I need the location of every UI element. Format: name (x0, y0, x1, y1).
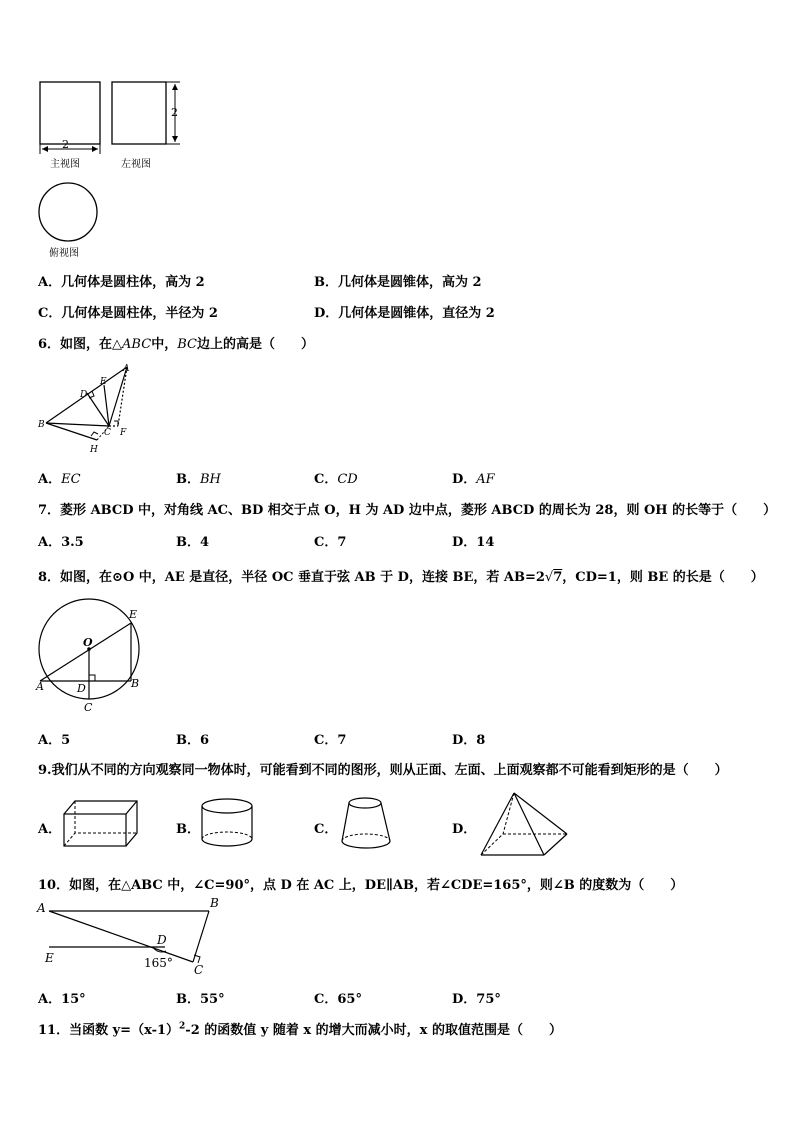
q7-stem: 7．菱形 ABCD 中，对角线 AC、BD 相交于点 O，H 为 AD 边中点，菱形 ABCD 的周长为 28，则 OH 的长等于（ ） (38, 503, 777, 518)
q10-angle-label: 165° (144, 956, 173, 970)
q7-option-a[interactable]: A．3.5 (38, 535, 84, 550)
q6-label-h: H (90, 445, 98, 455)
q8-option-c[interactable]: C．7 (314, 733, 347, 748)
q6-label-e: E (100, 377, 107, 387)
q5-option-a[interactable]: A．几何体是圆柱体，高为 2 (38, 275, 205, 290)
q10-label-b: B (210, 896, 219, 910)
q6-option-d[interactable]: D．AF (452, 472, 495, 487)
q10-triangle-figure (0, 0, 240, 980)
front-dimension-label: 2 (62, 138, 69, 151)
q10-label-c: C (194, 963, 204, 977)
q8-label-d: D (77, 682, 86, 695)
q9-option-c[interactable]: C． (314, 822, 338, 837)
q10-option-c[interactable]: C．65° (314, 992, 362, 1007)
q9-stem: 9.我们从不同的方向观察同一物体时，可能看到不同的图形，则从正面、左面、上面观察都不可能看到矩形的是（ ） (38, 763, 728, 778)
q8-label-c: C (84, 701, 93, 714)
q5-option-b[interactable]: B．几何体是圆锥体，高为 2 (314, 275, 482, 290)
q10-label-d: D (157, 933, 167, 947)
q7-option-b[interactable]: B．4 (176, 535, 210, 550)
q7-option-c[interactable]: C．7 (314, 535, 347, 550)
q8-label-e: E (129, 608, 138, 621)
q6-label-b: B (38, 420, 45, 430)
q6-label-d: D (80, 390, 88, 400)
front-view-caption: 主视图 (50, 159, 80, 170)
q10-stem: 10．如图，在△ABC 中，∠C=90°，点 D 在 AC 上，DE∥AB，若∠CDE=165°，则∠B 的度数为（ ） (38, 878, 684, 893)
q6-label-c: C (104, 428, 111, 438)
q5-option-c[interactable]: C．几何体是圆柱体，半径为 2 (38, 306, 218, 321)
q8-label-b: B (131, 677, 140, 690)
q6-label-a: A (123, 364, 130, 374)
q6-option-a[interactable]: A．EC (38, 472, 81, 487)
q8-label-o: O (83, 636, 93, 649)
q10-label-a: A (37, 901, 46, 915)
sqrt-sign: √ (544, 570, 554, 585)
q6-stem: 6．如图，在△ABC中，BC边上的高是（ ） (38, 337, 314, 352)
q5-option-d[interactable]: D．几何体是圆锥体，直径为 2 (314, 306, 495, 321)
q8-label-a: A (36, 680, 44, 693)
q9-option-b[interactable]: B． (176, 822, 200, 837)
q6-option-b[interactable]: B．BH (176, 472, 221, 487)
side-dimension-label: 2 (171, 106, 178, 119)
q10-option-a[interactable]: A．15° (38, 992, 86, 1007)
q10-label-e: E (45, 951, 54, 965)
q7-option-d[interactable]: D．14 (452, 535, 495, 550)
q8-option-d[interactable]: D．8 (452, 733, 486, 748)
q8-option-a[interactable]: A．5 (38, 733, 71, 748)
side-view-caption: 左视图 (121, 159, 151, 170)
q8-stem: 8．如图，在⊙O 中，AE 是直径，半径 OC 垂直于弦 AB 于 D，连接 BE，若 AB=2√7，CD=1，则 BE 的长是（ ） (38, 570, 764, 585)
top-view-caption: 俯视图 (49, 248, 79, 259)
q6-label-f: F (120, 428, 127, 438)
q11-stem: 11．当函数 $y=(x-1)^2-2$ 的函数值 y 随着 x 的增大而减小时，x 的取值范围是（ ） (38, 1021, 562, 1038)
q9-option-d[interactable]: D． (452, 822, 477, 837)
q6-option-c[interactable]: C．CD (314, 472, 358, 487)
q8-option-b[interactable]: B．6 (176, 733, 210, 748)
q10-option-d[interactable]: D．75° (452, 992, 501, 1007)
q9-option-a[interactable]: A． (38, 822, 62, 837)
q10-option-b[interactable]: B．55° (176, 992, 225, 1007)
